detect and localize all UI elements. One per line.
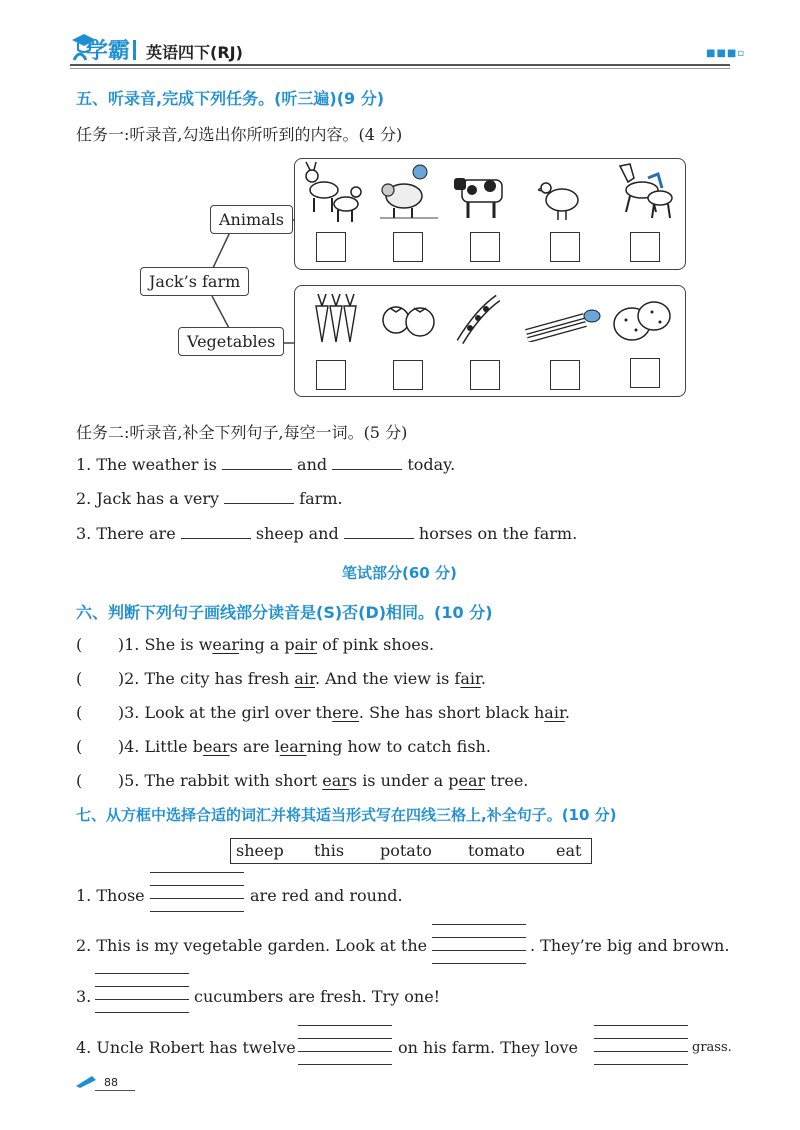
underlined-part: ear [279, 737, 307, 756]
judge-item-3 [76, 703, 570, 722]
four-line-grid[interactable] [95, 973, 189, 1013]
branch-animals: Animals [210, 205, 293, 234]
item-number: )4. [117, 737, 140, 756]
judge-item-5 [76, 771, 528, 790]
potato-icon [612, 298, 674, 344]
word-bank-word: potato [380, 841, 432, 860]
answer-blank[interactable] [224, 489, 294, 504]
task-2-item-1 [76, 455, 455, 474]
fill-item-4 [76, 1038, 296, 1057]
word-bank-word: this [314, 841, 345, 860]
item-number: )1. [117, 635, 140, 654]
sentence-text: There are [96, 524, 176, 543]
sheep-icon [380, 162, 438, 222]
sentence-text: Little b [144, 737, 203, 756]
page-number: 88 [104, 1076, 118, 1089]
pencil-icon [74, 1074, 98, 1088]
sentence-text: are red and round. [250, 886, 403, 905]
underlined-part: air [544, 703, 565, 722]
underlined-part: air [294, 669, 315, 688]
item-number: 2. [76, 489, 92, 508]
sentence-text: cucumbers are fresh. Try one! [194, 987, 441, 1006]
checkbox-hen[interactable] [550, 232, 580, 262]
checkbox-green-bean[interactable] [550, 360, 580, 390]
sentence-text: . And the view is f [314, 669, 461, 688]
footer-rule [95, 1090, 135, 1091]
sentence-text: ing a p [239, 635, 295, 654]
sentence-text: She is w [144, 635, 213, 654]
checkbox-horse[interactable] [630, 232, 660, 262]
checkbox-carrot[interactable] [316, 360, 346, 390]
underlined-part: ere [332, 703, 359, 722]
sentence-text: . [564, 703, 570, 722]
bean-icon [454, 292, 504, 348]
answer-blank[interactable] [332, 455, 402, 470]
word-bank-word: sheep [236, 841, 284, 860]
sentence-text: Look at the girl over th [144, 703, 333, 722]
task-2-item-2 [76, 489, 343, 508]
checkbox-cow[interactable] [470, 232, 500, 262]
header-dots-icon: ■■■▫ [706, 48, 746, 59]
branch-vegetables: Vegetables [178, 327, 284, 356]
sentence-text: Uncle Robert has twelve [96, 1038, 296, 1057]
item-number: 1. [76, 886, 92, 905]
item-number: )5. [117, 771, 140, 790]
checkbox-sheep[interactable] [393, 232, 423, 262]
answer-paren[interactable]: ( [76, 737, 118, 756]
sentence-text: sheep and [255, 524, 339, 543]
answer-paren[interactable]: ( [76, 771, 118, 790]
sentence-text: The rabbit with short [144, 771, 323, 790]
carrot-icon [306, 292, 360, 346]
sentence-text: today. [407, 455, 456, 474]
fill-item-3 [76, 987, 91, 1006]
root-jacks-farm: Jack’s farm [140, 267, 249, 296]
fill-item-2 [76, 936, 427, 955]
item-number: 4. [76, 1038, 92, 1057]
word-bank-word: tomato [468, 841, 525, 860]
underlined-part: ear [458, 771, 486, 790]
answer-paren[interactable]: ( [76, 703, 118, 722]
sentence-text: . [480, 669, 486, 688]
section-6-title: 六、判断下列句子画线部分读音是(S)否(D)相同。(10 分) [76, 603, 493, 622]
judge-item-1 [76, 635, 434, 654]
answer-blank[interactable] [344, 524, 414, 539]
sentence-text: farm. [299, 489, 343, 508]
task-2-title: 任务二:听录音,补全下列句子,每空一词。(5 分) [76, 423, 408, 442]
four-line-grid[interactable] [298, 1025, 392, 1065]
cow-icon [454, 170, 512, 222]
sentence-text: on his farm. They love [398, 1038, 579, 1057]
sentence-text: This is my vegetable garden. Look at the [96, 936, 428, 955]
checkbox-tomato[interactable] [393, 360, 423, 390]
judge-item-4 [76, 737, 491, 756]
item-number: )2. [117, 669, 140, 688]
checkbox-potato[interactable] [630, 358, 660, 388]
item-number: 3. [76, 987, 92, 1006]
four-line-grid[interactable] [150, 872, 244, 912]
sentence-text: ning how to catch fish. [306, 737, 491, 756]
hen-icon [538, 172, 586, 222]
goat-icon [302, 160, 362, 224]
sentence-text: . She has short black h [358, 703, 545, 722]
sentence-text: Those [96, 886, 145, 905]
sentence-text: s is under a p [348, 771, 459, 790]
written-part-title: 笔试部分(60 分) [342, 564, 457, 582]
book-title: 英语四下(RJ) [146, 43, 243, 62]
checkbox-goat[interactable] [316, 232, 346, 262]
sentence-text: Jack has a very [96, 489, 220, 508]
task-2-item-3 [76, 524, 577, 543]
underlined-part: ear [322, 771, 349, 790]
sentence-text: . They’re big and brown. [530, 936, 730, 955]
four-line-grid[interactable] [594, 1025, 688, 1065]
checkbox-bean[interactable] [470, 360, 500, 390]
task-1-title: 任务一:听录音,勾选出你所听到的内容。(4 分) [76, 125, 403, 144]
answer-paren[interactable]: ( [76, 635, 118, 654]
horse-icon [614, 160, 676, 222]
word-bank-word: eat [556, 841, 582, 860]
section-7-title: 七、从方框中选择合适的词汇并将其适当形式写在四线三格上,补全句子。(10 分) [76, 806, 617, 824]
answer-blank[interactable] [222, 455, 292, 470]
tomato-icon [380, 300, 438, 340]
brand-name: 学霸 [86, 39, 131, 64]
underlined-part: ear [212, 635, 240, 654]
sentence-text: and [297, 455, 328, 474]
sentence-text: The weather is [96, 455, 217, 474]
answer-blank[interactable] [181, 524, 251, 539]
sentence-text: tree. [485, 771, 529, 790]
sentence-text: s are l [229, 737, 280, 756]
item-number: 1. [76, 455, 92, 474]
answer-paren[interactable]: ( [76, 669, 118, 688]
sentence-text: of pink shoes. [316, 635, 435, 654]
underlined-part: air [460, 669, 481, 688]
underlined-part: ear [202, 737, 230, 756]
sentence-text: The city has fresh [144, 669, 295, 688]
fill-item-1 [76, 886, 145, 905]
item-number: 3. [76, 524, 92, 543]
green-bean-icon [524, 302, 602, 342]
sentence-text: grass. [692, 1040, 732, 1055]
item-number: )3. [117, 703, 140, 722]
sentence-text: horses on the farm. [418, 524, 578, 543]
judge-item-2 [76, 669, 486, 688]
item-number: 2. [76, 936, 92, 955]
four-line-grid[interactable] [432, 924, 526, 964]
section-5-title: 五、听录音,完成下列任务。(听三遍)(9 分) [76, 89, 385, 108]
underlined-part: air [294, 635, 317, 654]
